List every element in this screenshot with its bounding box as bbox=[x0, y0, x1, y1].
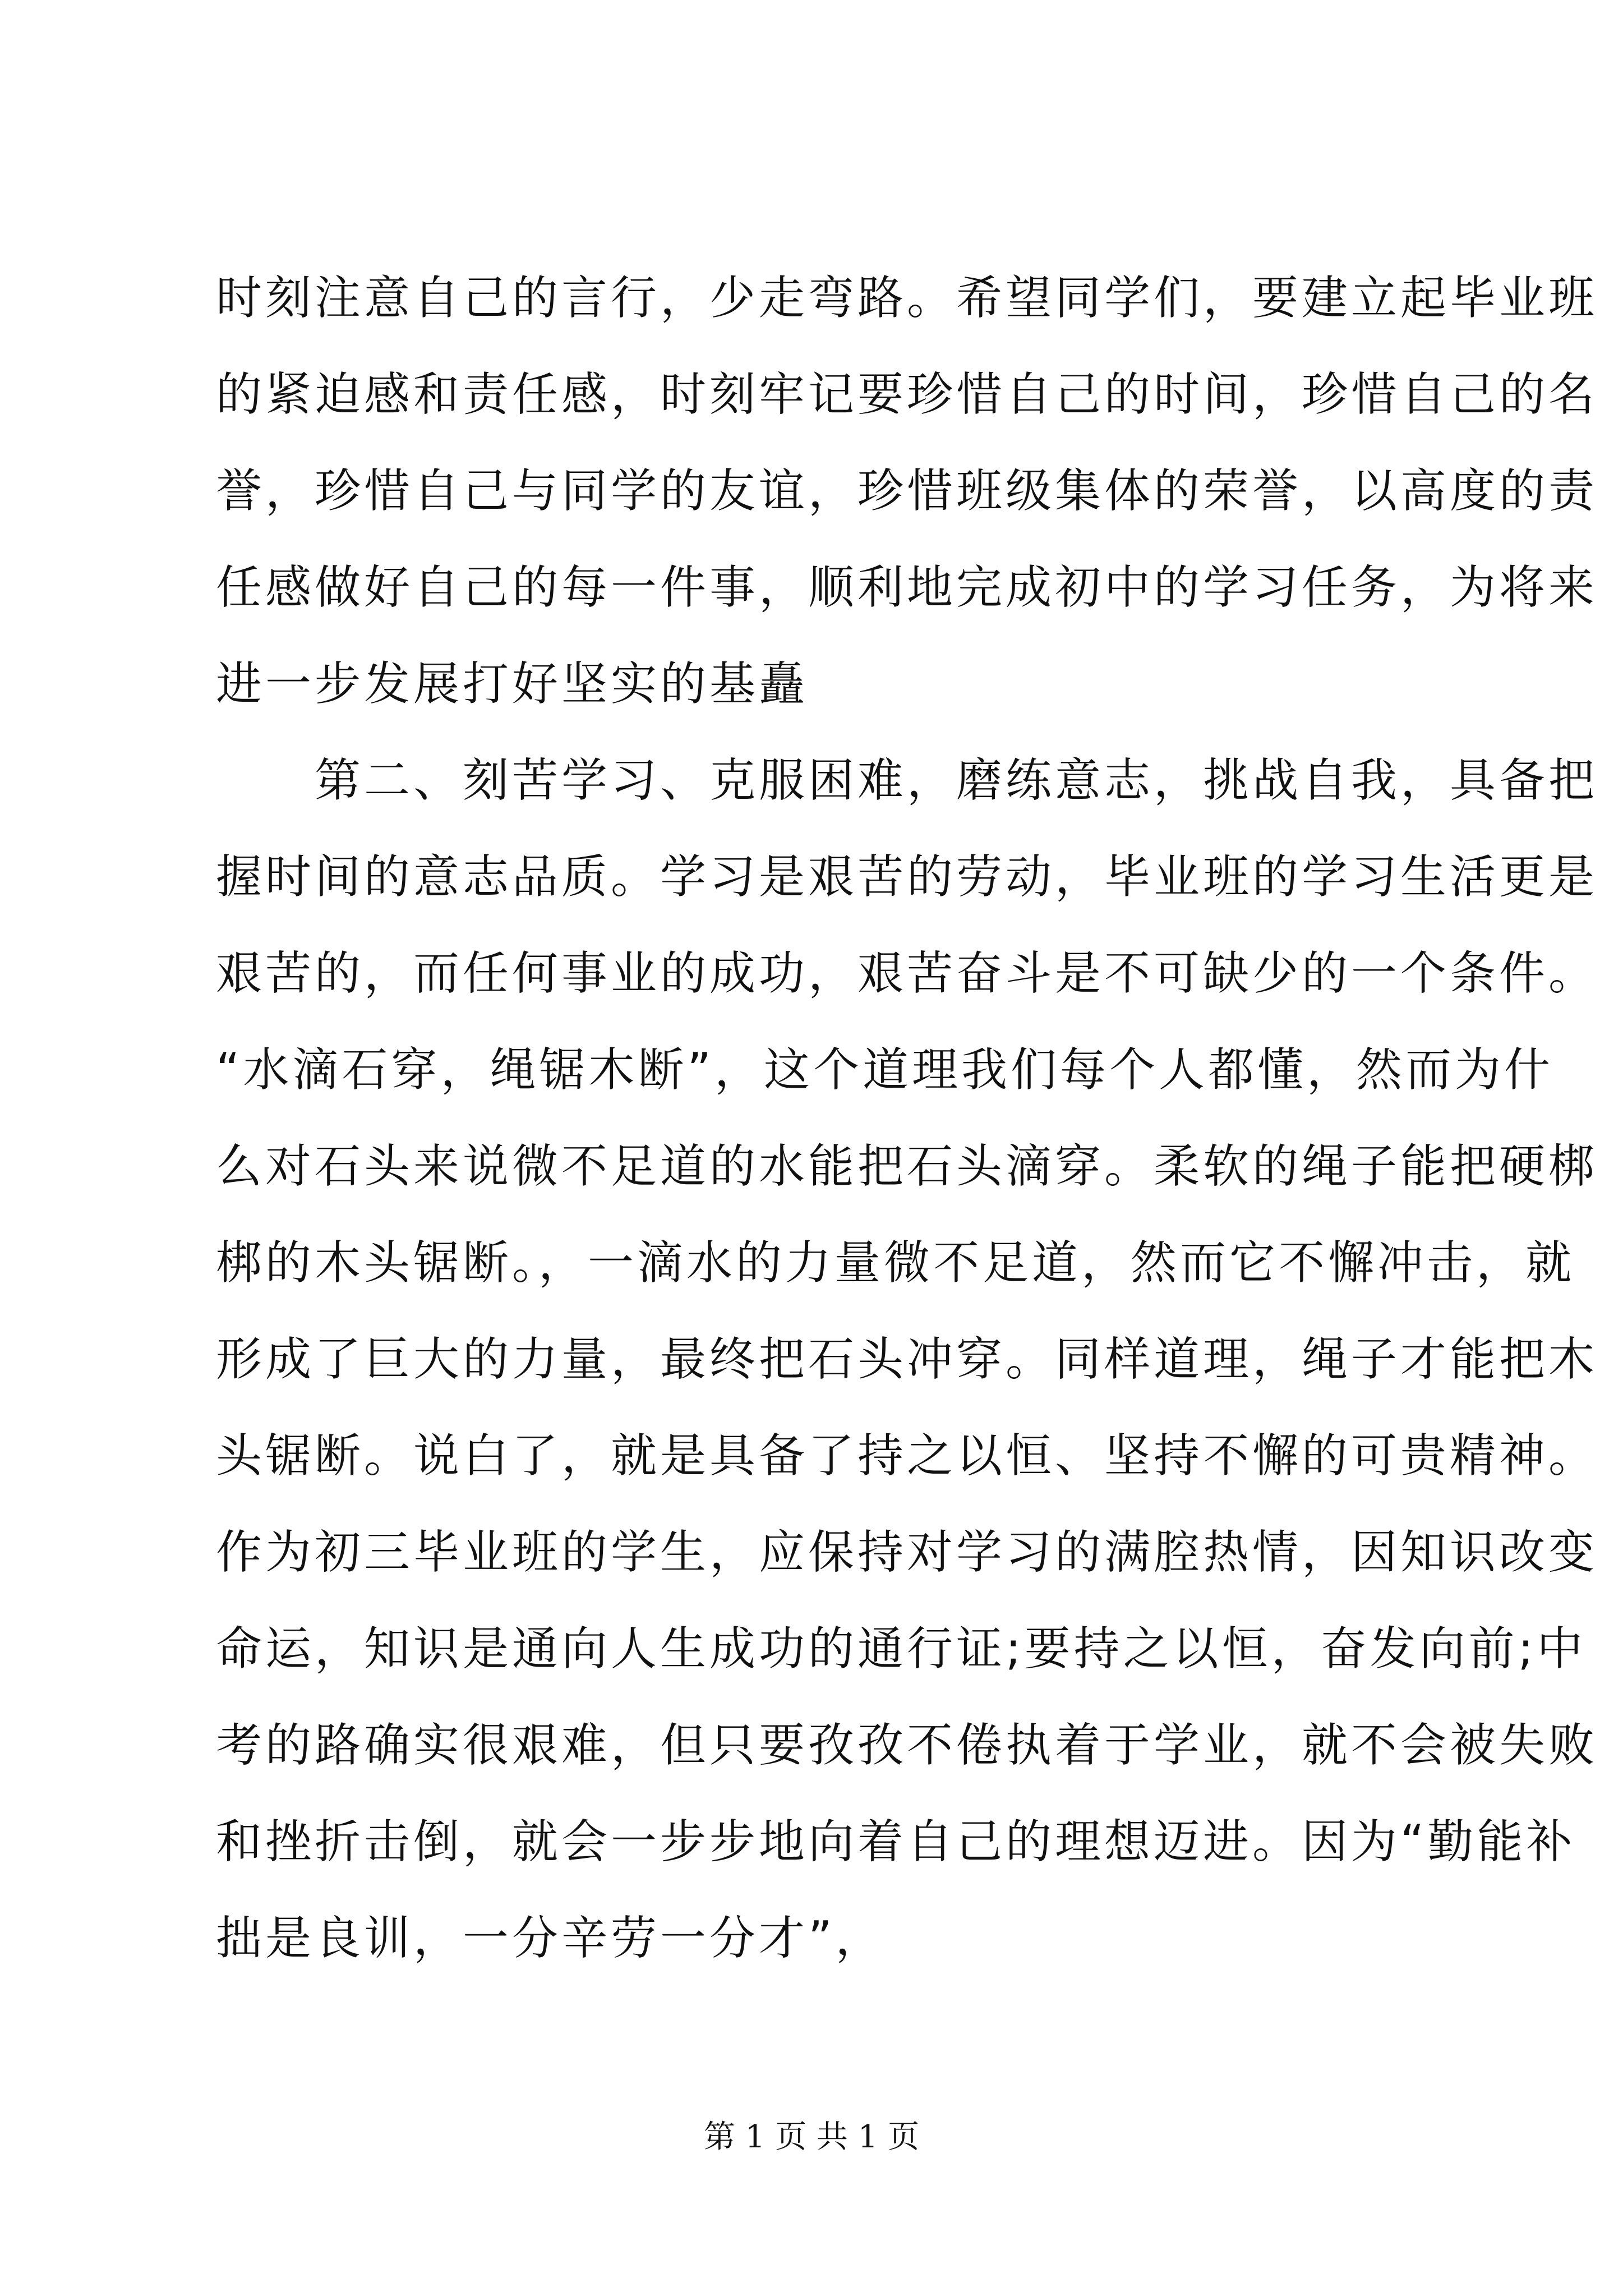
text-line: 头锯断。说白了，就是具备了持之以恒、坚持不懈的可贵精神。 bbox=[216, 1429, 1598, 1483]
text-line: 拙是良训，一分辛劳一分才”， bbox=[216, 1912, 885, 1965]
text-line: 考的路确实很艰难，但只要孜孜不倦执着于学业，就不会被失败 bbox=[216, 1719, 1598, 1772]
text-line: “水滴石穿，绳锯木断”，这个道理我们每个人都懂，然而为什 bbox=[216, 1043, 1553, 1097]
paragraph-start-line: 第二、刻苦学习、克服困难，磨练意志，挑战自我，具备把 bbox=[216, 754, 1598, 807]
text-line: 的紧迫感和责任感，时刻牢记要珍惜自己的时间，珍惜自己的名 bbox=[216, 368, 1598, 421]
text-line: 作为初三毕业班的学生，应保持对学习的满腔热情，因知识改变 bbox=[216, 1526, 1598, 1579]
page-footer: 第 1 页 共 1 页 bbox=[703, 2119, 920, 2155]
text-line: 握时间的意志品质。学习是艰苦的劳动，毕业班的学习生活更是 bbox=[216, 850, 1598, 904]
text-line: 艰苦的，而任何事业的成功，艰苦奋斗是不可缺少的一个条件。 bbox=[216, 947, 1598, 1000]
text-line: 任感做好自己的每一件事，顺利地完成初中的学习任务，为将来 bbox=[216, 561, 1598, 614]
text-line: 和挫折击倒，就会一步步地向着自己的理想迈进。因为“勤能补 bbox=[216, 1815, 1576, 1869]
text-line: 形成了巨大的力量，最终把石头冲穿。同样道理，绳子才能把木 bbox=[216, 1333, 1598, 1386]
text-line: 誉，珍惜自己与同学的友谊，珍惜班级集体的荣誉，以高度的责 bbox=[216, 464, 1598, 518]
text-line: 时刻注意自己的言行，少走弯路。希望同学们，要建立起毕业班 bbox=[216, 272, 1598, 325]
text-line: 梆的木头锯断。，一滴水的力量微不足道，然而它不懈冲击，就 bbox=[216, 1236, 1575, 1290]
text-line: 么对石头来说微不足道的水能把石头滴穿。柔软的绳子能把硬梆 bbox=[216, 1140, 1598, 1193]
text-line: 命运，知识是通向人生成功的通行证;要持之以恒，奋发向前;中 bbox=[216, 1622, 1587, 1676]
text-line: 进一步发展打好坚实的基矗 bbox=[216, 657, 809, 711]
